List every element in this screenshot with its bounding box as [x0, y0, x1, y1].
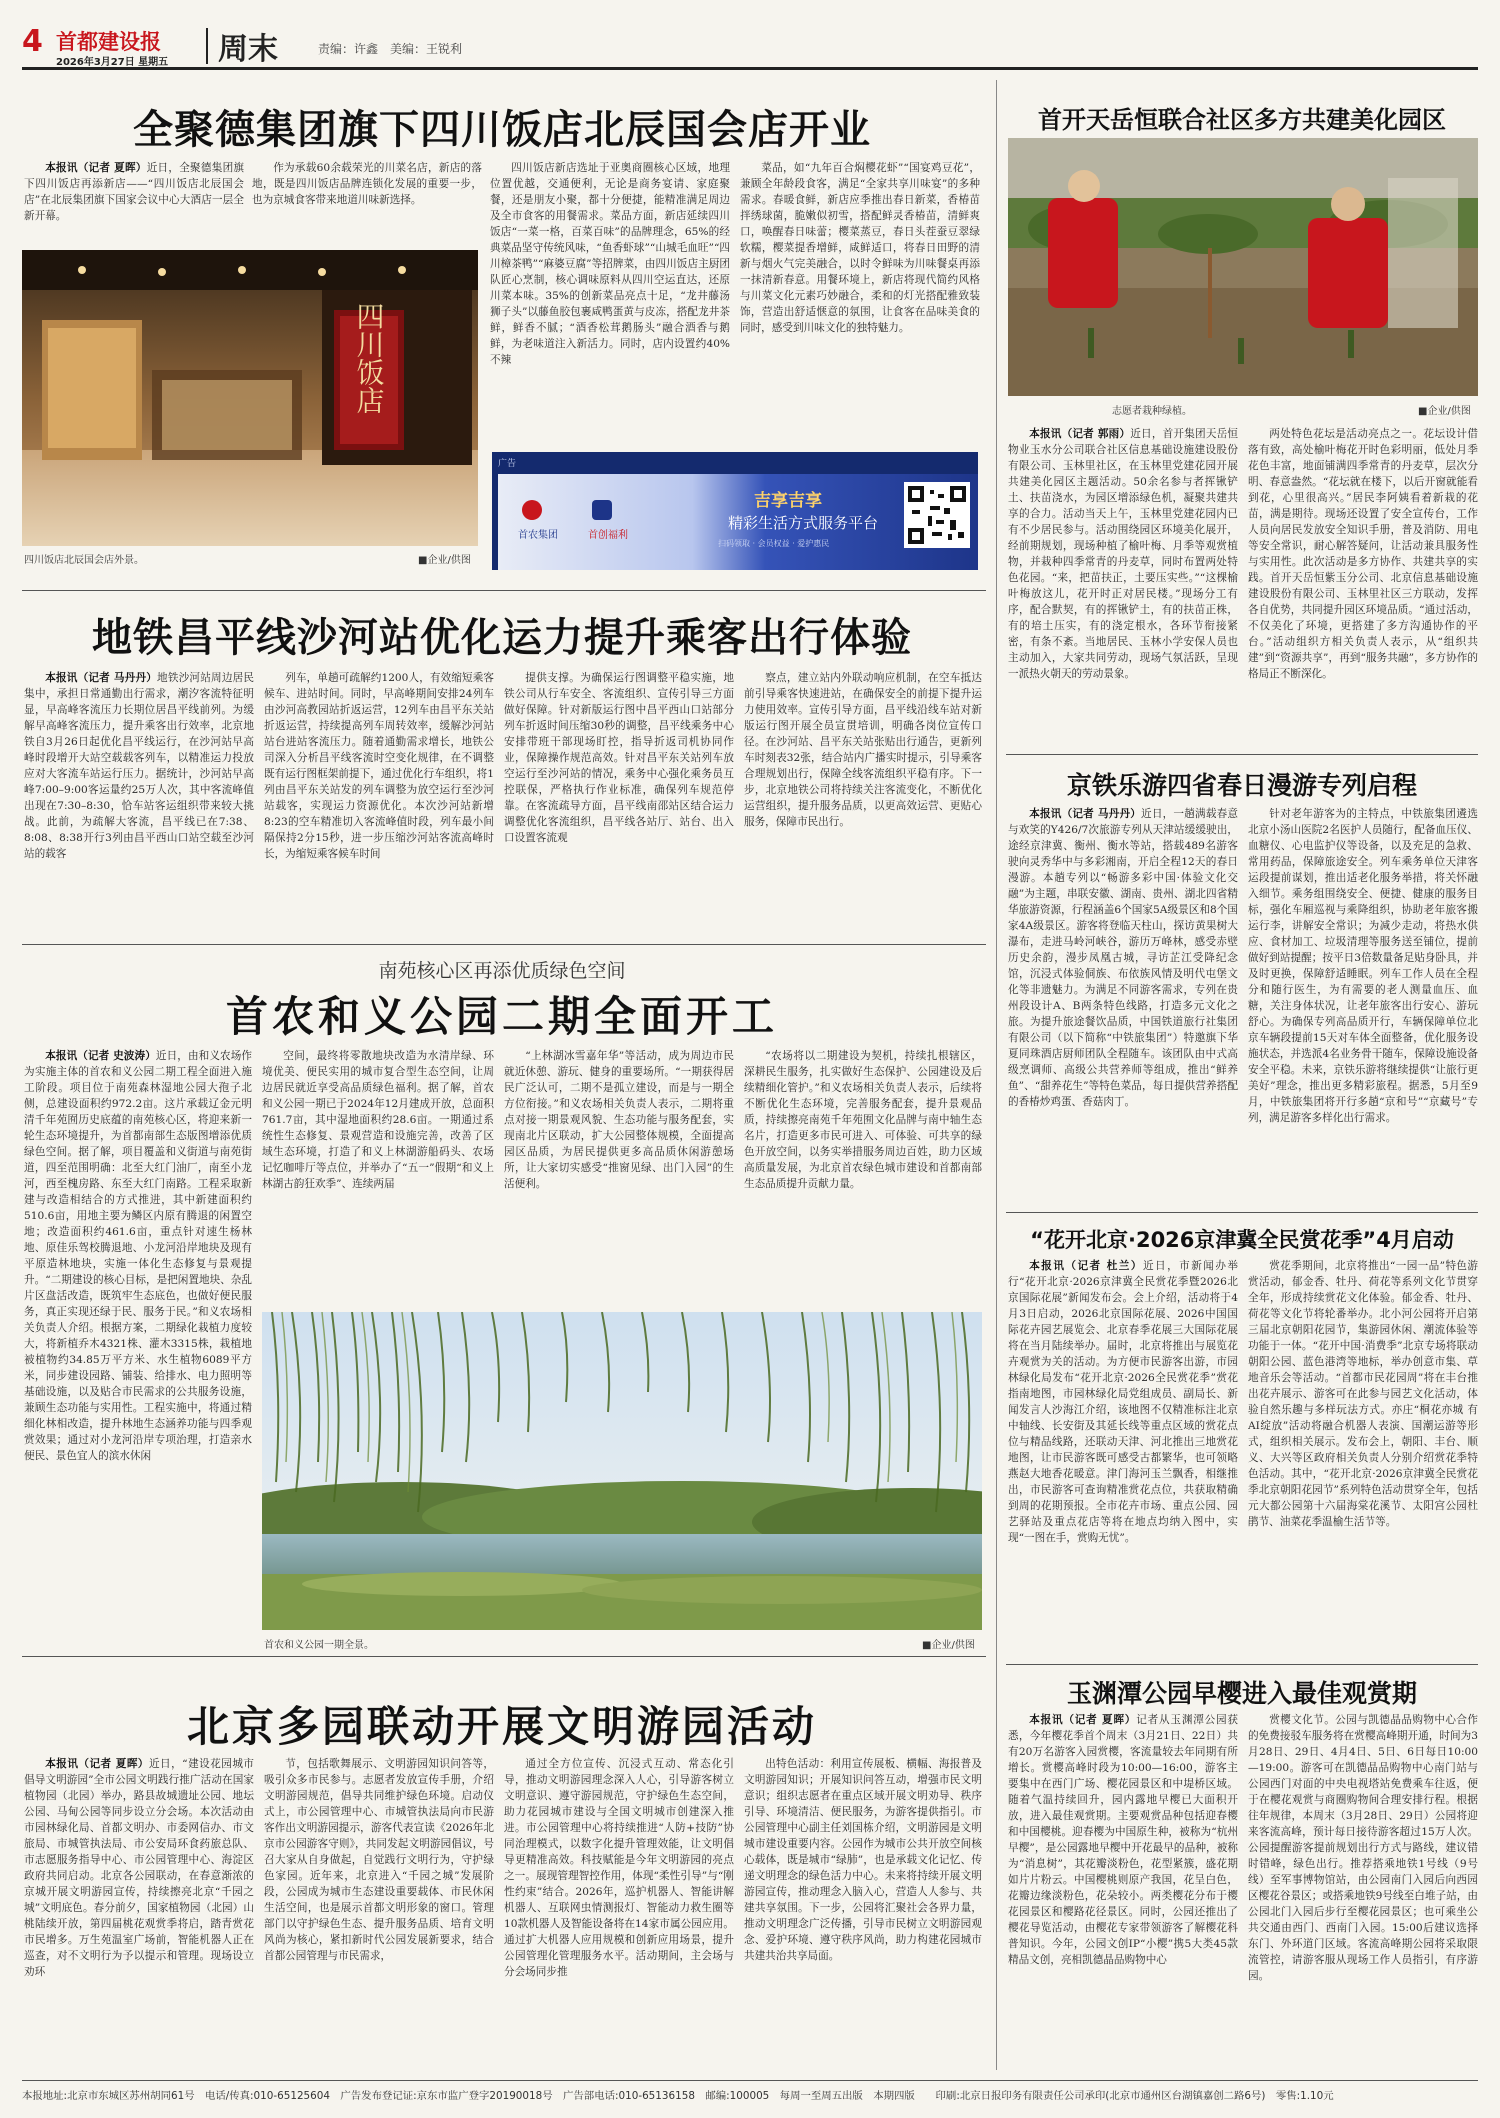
article4-col1: 本报讯（记者 夏晖）近日，“建设花园城市 倡导文明游园”全市公园文明践行推广活动在国家植物园（北园）举办，路县故城遗址公园、地坛公园、马甸公园等同步设立分会场。本次活动由市园林绿化局、首都文明办、市委网信办、市文旅局、市城管执法局、市公安局环食药旅总队、市志愿服务指导中心、市公园管理中心、海淀区政府共同启动。北京各公园联动，在春意渐浓的京城开展文明游园宣传，持续擦亮北京“千园之城”文明底色。春分前夕，国家植物园（北园）山桃陆续开放，第四届桃花观赏季将启，踏青赏花市民增多。万生苑温室广场前，智能机器人正在巡查，对不文明行为予以提示和管理。现场设立劝环: [24, 1758, 254, 1978]
article7-title: “花开北京·2026京津冀全民赏花季”4月启动: [1030, 1228, 1454, 1252]
article2-title: 地铁昌平线沙河站优化运力提升乘客出行体验: [92, 615, 912, 661]
article3-col1: 本报讯（记者 史波涛）近日，由和义农场作为实施主体的首农和义公园二期工程全面进入施工阶段。项目位于南苑森林湿地公园大孢子北侧，总建设面积约972.2亩。这片承载辽金元明清千年苑囿历史底蕴的南苑核心区，将迎来新一轮生态环境提升，为首都南部生态版图增添优质绿色空间。据了解，项目覆盖和义街道与南苑街道，四至范围明确：北至大红门油厂，南至小龙河，西至槐房路、东至大红门南路。工程采取新建与改造相结合的方式推进，其中新建面积约510.6亩，用地主要为鳞区内原有腾退的闲置空地；改造面积约461.6亩，重点针对速生杨林地、原佳乐驾校腾退地、小龙河沿岸地块及现有平原造林地块，实施一体化生态修复与景观提升。“二期建设的核心目标，是把闲置地块、杂乱片区盘活改造，既筑牢生态底色，也做好便民服务，真正实现还绿于民、服务于民。”和义农场相关负责人介绍。根据方案，二期绿化栽植力度较大，将新植乔木4321株、灌木3315株，栽植地被植物约34.85万平方米、水生植物6089平方米，同步建设园路、铺装、给排水、电力照明等基础设施，以及贴合市民需求的公共服务设施，兼顾生态功能与实用性。工程实施中，将通过精细化林相改造，提升林地生态涵养功能与四季观赏效果；通过对小龙河沿岸专项治理，打造亲水便民、景色宜人的滨水休闲: [24, 1050, 252, 1462]
ad-brand1: 首农集团: [518, 530, 558, 541]
divider: [22, 944, 986, 945]
article5-credit: ■企业/供图: [1418, 406, 1471, 417]
divider: [22, 590, 986, 591]
article4-col3: 通过全方位宣传、沉浸式互动、常态化引导，推动文明游园理念深入人心，引导游客树立文明意识、遵守游园规范，守护绿色生态空间，助力花园城市建设与全国文明城市创建深入推进。市公园管理中心将持续推进“人防+技防”协同治理模式，以数字化提升管理效能，让文明倡导更精准高效。科技赋能是今年文明游园的亮点之一。展现管理智控作用，体现“柔性引导”与“刚性约束”结合。2026年，巡护机器人、智能讲解机器人、互联网虫情测报灯、智能动力救生圈等10款机器人及智能设备将在14家市属公园应用。通过扩大机器人应用规模和创新应用场景，提升公园管理化管理服务水平。活动期间，主会场与分会场同步推: [504, 1758, 734, 1978]
advertisement[interactable]: [492, 452, 978, 570]
editor-credits: 责编：许鑫 美编：王锐利: [318, 42, 463, 56]
article3-credit: ■企业/供图: [922, 1640, 975, 1651]
article7-lead: 本报讯（记者 杜兰）: [1029, 1260, 1143, 1272]
article8-title: 玉渊潭公园早樱进入最佳观赏期: [1066, 1679, 1417, 1708]
article1-col4: 菜品，如“九年百合焖樱花虾”“国宴鸡豆花”，兼顾全年龄段食客，满足“全家共享川味宴”的多种需求。春暖食鲜，新店应季推出春日新菜，香椿苗拌绣球菌，脆嫩似初雪，搭配鲜灵香椿苗，清鲜爽口，唤醒春日味蕾；樱菜蒸豆，春日头茬蚕豆翠绿软糯，樱菜提香增鲜，咸鲜适口，将春日田野的清新与烟火气完美融合，以时令鲜味为川味餐桌再添一抹清新春意。用餐环境上，新店将现代简约风格与川菜文化元素巧妙融合，柔和的灯光搭配雅致装饰，营造出舒适惬意的氛围，让食客在品味美食的同时，感受到川味文化的独特魅力。: [740, 162, 980, 334]
ad-brand2: 首创福利: [588, 530, 628, 541]
article5-lead: 本报讯（记者 郭雨）: [1029, 428, 1131, 440]
article5-photo: [1008, 138, 1478, 396]
article7-col2: 赏花季期间，北京将推出“一园一品”特色游赏活动，郁金香、牡丹、荷花等系列文化节贯穿全年，形成持续赏花文化体验。郁金香、牡丹、荷花等文化节将轮番举办。北小河公园将开启第三届北京朝阳花园节，集游园休闲、潮流体验等功能于一体。“花开中国·消费季”北京专场将联动朝阳公园、蓝色港湾等地标，举办创意市集、草地音乐会等活动。“首都市民花园周”将在丰台推出花卉展示、游客可在此参与园艺文化活动，体验自然乐趣与多样玩法方式。亦庄“桐花亦城 有AI绽放”活动将融合机器人表演、国潮运游等形式，组织相关展示。发布会上，朝阳、丰台、顺义、大兴等区政府相关负责人分别介绍赏花季特色活动。其中，“花开北京·2026京津冀全民赏花季北京朝阳花园节”系列特色活动贯穿全年，包括元大都公园第十六届海棠花溪节、太阳宫公园杜鹃节、油菜花季温榆生活节等。: [1248, 1260, 1478, 1528]
issue-date: 2026年3月27日 星期五: [56, 57, 169, 68]
article6-title: 京铁乐游四省春日漫游专列启程: [1066, 771, 1417, 800]
article1-col1: 本报讯（记者 夏晖）近日，全聚德集团旗下四川饭店再添新店——“四川饭店北辰国会店”在北辰集团旗下国家会议中心大酒店一层全新开幕。: [24, 162, 244, 222]
article2-col2: 列车，单趟可疏解约1200人，有效缩短乘客候车、进站时间。同时，早高峰期间安排24列车由沙河高教园站折返运营，12列车由昌平东关站折返运营，持续提高列车周转效率，缓解沙河站站台进站客流压力。随着通勤需求增长，地铁公司深入分析昌平线客流时空变化规律，在不调整既有运行图框架前提下，通过优化行车组织，将1列由昌平东关站发的列车调整为放空运行至沙河站载客，实现运力资源优化。本次沙河站新增8:23的空车精准切入客流峰值时段，列车最小间隔保持2分15秒，进一步压缩沙河站客流高峰时长，为缩短乘客候车时间: [264, 672, 494, 860]
ad-main-logo: 吉享吉享: [754, 491, 822, 511]
article3-col3: “上林湖冰雪嘉年华”等活动，成为周边市民就近休憩、游玩、健身的重要场所。“一期获得居民广泛认可，二期不是孤立建设，而是与一期全方位衔接。”和义农场相关负责人表示，二期将重点对接一期景观风貌、生态功能与服务配套，实现南北片区联动，扩大公园整体规模，全面提高园区品质，为居民提供更多高品质休闲游憩场所，让大家切实感受“推窗见绿、出门入园”的生活便利。: [504, 1050, 734, 1190]
article1-photo: [22, 250, 478, 546]
article5-title: 首开天岳恒联合社区多方共建美化园区: [1038, 106, 1446, 134]
masthead: [22, 22, 1478, 70]
article3-caption: 首农和义公园一期全景。: [264, 1640, 374, 1651]
article3-lead: 本报讯（记者 史波涛）: [45, 1050, 156, 1062]
article3-col2: 空间，最终将零散地块改造为水清岸绿、环境优美、便民实用的城市复合型生态空间，让周边居民就近享受高品质绿色福利。据了解，首农和义公园一期已于2024年12月建成开放，总面积761.7亩，其中湿地面积约28.6亩。一期通过系统性生态修复、景观营造和设施完善，改善了区域生态环境，打造了和义上林湖游船码头、农场记忆咖啡厅等点位，并举办了“五一”假期“和义上林湖古韵狂欢季”、连续两届: [262, 1050, 494, 1190]
article4-col4: 出特色活动：利用宣传展板、横幅、海报普及文明游园知识；开展知识问答互动，增强市民文明意识；组织志愿者在重点区域开展文明劝导、秩序引导、环境清洁、便民服务，为游客提供指引。市公园管理中心副主任刘国栋介绍，文明游园是文明城市建设重要内容。公园作为城市公共开放空间核心载体，既是城市“绿肺”，也是承载文化记忆、传递文明理念的绿色活力中心。未来将持续开展文明游园宣传，推动理念入脑入心，营造人人参与、共建共享氛围。下一步，公园将汇聚社会各界力量，推动文明理念广泛传播，引导市民树立文明游园观念、爱护环境、遵守秩序风尚，助力构建花园城市共建共治共享局面。: [744, 1758, 982, 1962]
article1-title: 全聚德集团旗下四川饭店北辰国会店开业: [133, 107, 871, 153]
article6-col2: 针对老年游客为的主特点，中铁旅集团遴选北京小汤山医院2名医护人员随行，配备血压仪、血糖仪、心电监护仪等设备，以及充足的急救、常用药品，保障旅途安全。列车乘务单位天津客运段提前谋划，推出适老化服务举措，将关怀融入细节。乘务组围绕安全、便捷、健康的服务目标，强化车厢巡视与乘降组织，协助老年旅客搬运行李，讲解安全常识；为减少走动，将热水供应、食材加工、垃圾清理等服务送至铺位，提前做好到站提醒；按平日3倍数量备足贴身卧具，并及时更换，保障舒适睡眠。列车工作人员在全程分和随行医生，为有需要的老人测量血压、血糖，关注身体状况，让老年旅客出行安心、游玩舒心。为确保专列高品质开行，车辆保障单位北京车辆段提前15天对车体全面整备，优化服务设施状态，并选派4名业务骨干随车，保障设施设备安全平稳。未来，京铁乐游将继续提供“让旅行更美好”理念，推出更多精彩旅程。据悉，5月至9月，中铁旅集团将开行多趟“京和号”“京藏号”专列，满足游客多样化出行需求。: [1248, 808, 1478, 1124]
article2-col3: 提供支撑。为确保运行图调整平稳实施，地铁公司从行车安全、客流组织、宣传引导三方面做好保障。针对新版运行图中昌平西山口站部分列车折返时间压缩30秒的调整，昌平线乘务中心安排带班干部现场盯控，指导折返司机协同作业，保障操作规范高效。针对昌平东关站列车放空运行至沙河站的情况，乘务中心强化乘务员互控联保，严格执行作业标准，确保列车规范停靠。在客流疏导方面，昌平线南邵站区结合运力调整优化客流组织，昌平线各站厅、站台、出入口设置客流观: [504, 672, 734, 844]
article2-lead: 本报讯（记者 马丹丹）: [45, 672, 158, 684]
article1-col3: 四川饭店新店选址于亚奥商圈核心区域，地理位置优越，交通便利，无论是商务宴请、家庭聚餐，还是朋友小聚，都十分便捷，能精准满足周边及全市食客的用餐需求。菜品方面，新店延续四川饭店“一菜一格，百菜百味”的品牌理念，65%的经典菜品坚守传统风味，“鱼香虾球”“山城毛血旺”“四川樟茶鸭”“麻婆豆腐”等招牌菜，由四川饭店主厨团队匠心烹制，核心调味原料从四川空运直达，还原川菜本味。35%的创新菜品亮点十足，“龙井藤汤狮子头”以藤鱼胶包裹咸鸭蛋黄与皮冻，搭配龙井茶鲜，鲜香不腻；“酒香松茸鹅肠头”融合酒香与鹅鲜，为老味道注入新活力。同时，店内设置约40%不辣: [490, 162, 730, 366]
page-footer: 本报地址:北京市东城区苏州胡同61号 电话/传真:010-65125604 广告发布登记证:京东市监广登字20190018号 广告部电话:010-65136158 邮编:100005 每周一至周五出版 本期四版 印刷:北京日报印务有限责任公司承印(北京市通州区台湖镇嘉创二路6号) 零售:1.10元: [22, 2080, 1478, 2102]
ad-subtext: 扫码领取 · 会员权益 · 爱护惠民: [718, 539, 830, 548]
article5-caption: 志愿者栽种绿植。: [1112, 406, 1192, 417]
article4-title: 北京多园联动开展文明游园活动: [186, 1702, 817, 1751]
article3-col4: “农场将以二期建设为契机，持续扎根辖区，深耕民生服务，扎实做好生态保护、公园建设及后续精细化管护。”和义农场相关负责人表示，后续将不断优化生态环境，完善服务配套，提升景观品质，持续擦亮南苑千年苑囿文化品牌与南中轴生态名片，打造更多市民可进入、可体验、可共享的绿色开放空间，以务实举措服务周边百姓，助力区域高质量发展，为北京首农绿色城市建设和首都南部生态品质提升贡献力量。: [744, 1050, 982, 1190]
restaurant-sign: 四川饭店: [352, 302, 386, 414]
article1-credit: ■企业/供图: [418, 555, 471, 566]
article1-col2: 作为承载60余载荣光的川菜名店，新店的落地，既是四川饭店品牌连锁化发展的重要一步，也为京城食客带来地道川味新选择。: [252, 162, 482, 206]
article3-title: 首农和义公园二期全面开工: [225, 992, 778, 1041]
ad-logo-icon: [522, 500, 542, 520]
article2-col1: 本报讯（记者 马丹丹）地铁沙河站周边居民集中，承担日常通勤出行需求，潮汐客流特征明显，早高峰客流压力长期位居昌平线前列。为缓解早高峰客流压力，提升乘客出行效率，北京地铁自3月26日起优化昌平线运行，在沙河站早高峰时段增开大站空载载客列车，以精准运力投放应对大客流车站运行压力。据统计，沙河站早高峰7:00–9:00客运量约25万人次，其中客流峰值出现在7:30–8:30，恰车站客运组织带来较大挑战。此前，为疏解大客流，昌平线已在7:38、8:08、8:38开行3列由昌平西山口站空载至沙河站的载客: [24, 672, 254, 860]
article8-col1: 本报讯（记者 夏晖）记者从玉渊潭公园获悉，今年樱花季首个周末（3月21日、22日）共有20万名游客入园赏樱，客流量较去年同期有所增长。赏樱高峰时段为10:00—16:00，游客主要集中在西门广场、樱花园景区和中堤桥区域。随着气温持续回升，园内露地早樱已大面积开放，进入最佳观赏期。主要观赏品种包括迎春樱和中国樱桃。迎春樱为中国原生种，被称为“杭州早樱”，是公园露地早樱中开花最早的品种，被称为“消息树”，其花瓣淡粉色，花型紧簇，盛花期如片片粉云。中国樱桃则原产我国，花呈白色，花瓣边缘淡粉色，花朵较小。两类樱花分布于樱花园景区和樱路花径景区。同时，公园还推出了樱花导览活动，由樱花专家带领游客了解樱花科普知识。今年，公园文创IP“小樱”携5大类45款精品文创，亮相凯德晶品购物中心: [1008, 1714, 1238, 1966]
article5-col1: 本报讯（记者 郭雨）近日，首开集团天岳恒物业玉水分公司联合社区信息基础设施建设股份有限公司、玉林里社区，在玉林里党建花园开展共建美化园区主题活动。50余名参与者挥锹铲土、扶苗浇水，为园区增添绿色机，凝聚共建共享的合力。活动当天上午，玉林里党建花园内已有不少居民参与。活动围绕园区环境美化展开，经前期规划，现场种植了榆叶梅、月季等观赏植物，并栽种四季常青的丹麦草，同时布置两处特色花园。“来，把苗扶正，土要压实些。”“这棵榆叶梅放这儿，花开时正对居民楼。”现场分工有序，配合默契，有的挥锹铲土，有的扶苗正株，有的培土压实，有的浇定根水，各环节衔接紧密，有条不紊。当地居民、玉林小学安保人员也主动加入，大家共同劳动，现场气氛活跃，呈现一派热火朝天的劳动景象。: [1008, 428, 1238, 680]
article6-col1: 本报讯（记者 马丹丹）近日，一趟满载春意与欢笑的Y426/7次旅游专列从天津站缓缓驶出，途经京津冀、衡州、衡水等站，搭载489名游客驶向灵秀华中与多彩湘南，开启全程12天的春日漫游。本趟专列以“畅游多彩中国·体验文化交融”为主题，串联安徽、湖南、贵州、湖北四省精华旅游资源，行程涵盖6个国家5A级景区和8个国家4A级景区。游客将登临天柱山，探访黄果树大瀑布，走进马岭河峡谷，游历万峰林，感受赤壁历史余韵，漫步凤凰古城，寻访芷江受降纪念馆，沉浸式体验侗族、布依族风情及明代屯堡文化等非遗魅力。为满足不同游客需求，专列在贵州段设计A、B两条特色线路，打造多元文化之旅。为提升旅途餐饮品质，中国铁道旅行社集团有限公司（以下简称“中铁旅集团”）特邀旗下华夏同珠酒店厨师团队全程随车。该团队由中式高级烹调师、高级公共营养师等组成，推出“鲜养鱼”、“甜养花生”等特色菜品，每日提供营养搭配的香椿炒鸡蛋、香菇肉丁。: [1008, 808, 1238, 1108]
article8-lead: 本报讯（记者 夏晖）: [1029, 1714, 1137, 1726]
article3-subtitle: 南苑核心区再添优质绿色空间: [378, 960, 626, 982]
article8-col2: 赏樱文化节。公园与凯德晶品购物中心合作的免费接驳车服务将在赏樱高峰期开通，时间为3月28日、29日、4月4日、5日、6日每日10:00—19:00。游客可在凯德晶品购物中心南门站与公园西门对面的中央电视塔站免费乘车往返，便于在樱花观赏与商圈购物间合理安排行程。根据往年规律，本周末（3月28日、29日）公园将迎来客流高峰，预计每日接待游客超过15万人次。公园提醒游客提前规划出行方式与路线，建议错时错峰，绿色出行。推荐搭乘地铁1号线（9号线）至军事博物馆站，由公园南门入园后向西园区樱花谷景区；或搭乘地铁9号线至白堆子站，由公园北门入园后步行至樱花园景区；也可乘坐公共交通由西门、西南门入园。15:00后建议选择东门、外环道门区域。客流高峰期公园将采取限流管控，请游客服从现场工作人员指引，有序游园。: [1248, 1714, 1478, 1982]
section-name: 周末: [218, 32, 278, 67]
divider: [22, 1656, 986, 1657]
article2-col4: 察点，建立站内外联动响应机制，在空车抵达前引导乘客快速进站，在确保安全的前提下提升运力使用效率。宣传引导方面，昌平线沿线车站对新版运行图开展全员宣贯培训，明确各岗位宣传口径。在沙河站、昌平东关站张贴出行通告，更新列车时刻表32张，结合站内广播实时提示，引导乘客合理规划出行，保障全线客流组织平稳有序。下一步，北京地铁公司将持续关注客流变化，不断优化运营组织，提升服务品质，以更高效运营、更贴心服务，保障市民出行。: [744, 672, 982, 828]
article7-col1: 本报讯（记者 杜兰）近日，市新闻办举行“花开北京·2026京津冀全民赏花季暨2026北京国际花展”新闻发布会。会上介绍，活动将于4月3日启动，2026北京国际花展、2026中国国际花卉园艺展览会、北京春季花展三大国际花展将在当月陆续举办。届时，北京将推出与展览花卉观赏为关的活动。为方便市民游客出游，市园林绿化局发布“花开北京·2026全民赏花季”赏花指南地图，市园林绿化局党组成员、副局长、新闻发言人沙海江介绍，该地图不仅精准标注北京中轴线、长安街及其延长线等重点区域的赏花点位与精品线路，还联动天津、河北推出三地赏花地图，让市民游客既可感受古都繁华，也可领略燕赵大地香花暖意。津门海河玉兰飘香，相继推出，市民游客可查询精准赏花点位，共获取精确到周的花期预报。全市花卉市场、重点公园、园艺驿站及重点花店等将在地点均纳入图中，实现“一图在手，赏购无忧”。: [1008, 1260, 1238, 1544]
ad-logo-icon-2: [592, 500, 612, 520]
article3-photo: [262, 1312, 982, 1630]
divider: [1006, 1664, 1478, 1665]
divider: [1006, 754, 1478, 755]
article1-lead: 本报讯（记者 夏晖）: [45, 162, 147, 174]
paper-name: 首都建设报: [56, 30, 161, 54]
article4-lead: 本报讯（记者 夏晖）: [45, 1758, 149, 1770]
article4-col2: 节，包括歌舞展示、文明游园知识问答等，吸引众多市民参与。志愿者发放宣传手册，介绍文明游园规范，倡导共同维护绿色环境。启动仪式上，市公园管理中心、市城管执法局向市民游客作出文明游园提示，游客代表宣读《2026年北京市公园游客守则》，共同发起文明游园倡议，号召大家从自身做起，自觉践行文明行为，守护绿色家园。近年来，北京进入“千园之城”发展阶段，公园成为城市生态建设重要载体、市民休闲生活空间，也是展示首都文明形象的窗口。管理部门以守护绿色生态、提升服务品质、培育文明风尚为核心，紧扣新时代公园发展新要求，结合首都公园管理与市民需求，: [264, 1758, 494, 1962]
page-number: 4: [22, 24, 43, 59]
column-divider: [996, 80, 997, 2070]
divider: [1006, 1212, 1478, 1213]
ad-tag: 广告: [498, 459, 517, 469]
article6-lead: 本报讯（记者 马丹丹）: [1029, 808, 1142, 820]
header-divider: [206, 28, 208, 64]
ad-slogan: 精彩生活方式服务平台: [728, 514, 879, 532]
article1-caption: 四川饭店北辰国会店外景。: [24, 555, 144, 566]
ad-qrcode-icon[interactable]: [904, 482, 970, 548]
article5-col2: 两处特色花坛是活动亮点之一。花坛设计借落有致，高处榆叶梅花开时色彩明丽，低处月季花色丰富，地面铺满四季常青的丹麦草，层次分明、春意盎然。“花坛就在楼下，以后开窗就能看到花，心里很高兴。”居民李阿姨看着新栽的花苗，满是期待。现场还设置了安全宣传台，工作人员向居民发放安全知识手册，普及消防、用电等安全常识，耐心解答疑问，让活动兼具服务性与实用性。此次活动是多方协作、共建共享的实践。首开天岳恒紫玉分公司、北京信息基础设施建设股份有限公司、玉林里社区三方联动，发挥各自优势，共同提升园区环境品质。“通过活动，不仅美化了环境，更搭建了多方沟通协作的平台。”活动组织方相关负责人表示，从“组织共建”到“资源共享”，再到“服务共融”，多方协作的格局正不断深化。: [1248, 428, 1478, 680]
